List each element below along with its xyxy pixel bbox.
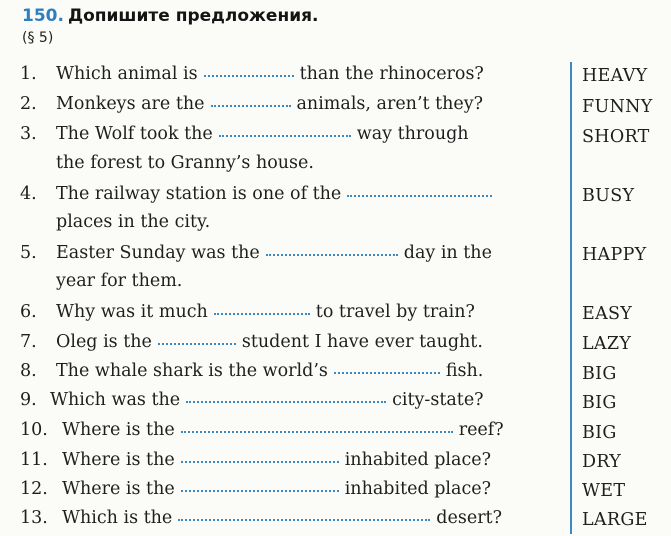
item-number: 4.: [20, 184, 37, 204]
sentence-end: animals, aren’t they?: [296, 94, 484, 114]
item-number: 8.: [20, 361, 37, 381]
item-number: 6.: [20, 302, 37, 322]
column-divider: [570, 62, 572, 534]
item-number: 13.: [20, 508, 48, 528]
sentence-line: [56, 331, 483, 353]
answer-blank[interactable]: [211, 103, 291, 107]
item-number: 10.: [20, 420, 48, 440]
base-word: HAPPY: [582, 245, 647, 265]
sentence-start: Which animal is: [56, 64, 198, 84]
item-number: 11.: [20, 450, 48, 470]
answer-blank[interactable]: [204, 73, 294, 77]
sentence-continuation: the forest to Granny’s house.: [56, 153, 314, 173]
base-word: DRY: [582, 452, 622, 472]
sentence-start: Oleg is the: [56, 332, 152, 352]
base-word: FUNNY: [582, 97, 653, 117]
sentence-line: [56, 360, 483, 382]
sentence-start: The railway station is one of the: [56, 184, 342, 204]
sentence-end: desert?: [436, 508, 502, 528]
sentence-start: Why was it much: [56, 302, 208, 322]
sentence-end: inhabited place?: [344, 450, 492, 470]
answer-blank[interactable]: [334, 370, 440, 374]
sentence-line: [56, 183, 498, 205]
base-word: LAZY: [582, 334, 632, 354]
sentence-line: [62, 449, 491, 471]
answer-blank[interactable]: [186, 399, 386, 403]
answer-blank[interactable]: [158, 341, 236, 345]
base-word: BUSY: [582, 186, 635, 206]
base-word: BIG: [582, 423, 617, 443]
exercise-header: [22, 6, 318, 46]
base-word: EASY: [582, 304, 633, 324]
answer-blank[interactable]: [266, 252, 398, 256]
base-word: LARGE: [582, 510, 648, 530]
exercise-number: 150.: [22, 6, 64, 26]
item-number: 5.: [20, 243, 37, 263]
answer-blank[interactable]: [181, 429, 453, 433]
item-number: 1.: [20, 64, 37, 84]
sentence-end: inhabited place?: [344, 479, 492, 499]
sentence-start: Where is the: [62, 450, 175, 470]
sentence-line: [56, 301, 475, 323]
sentence-line: [56, 242, 492, 264]
base-word: SHORT: [582, 127, 650, 147]
sentence-start: Where is the: [62, 420, 175, 440]
sentence-continuation: places in the city.: [56, 212, 211, 232]
sentence-continuation: year for them.: [56, 271, 183, 291]
sentence-start: The Wolf took the: [56, 124, 213, 144]
exercise-reference: (§ 5): [22, 30, 54, 46]
item-number: 9.: [20, 390, 37, 410]
answer-blank[interactable]: [178, 517, 430, 521]
sentence-end: fish.: [445, 361, 484, 381]
sentence-line: [56, 63, 484, 85]
exercise-instruction: Допишите предложения.: [67, 6, 319, 26]
sentence-line: [56, 93, 483, 115]
base-word: BIG: [582, 393, 617, 413]
sentence-line: [62, 478, 491, 500]
sentence-end: to travel by train?: [315, 302, 475, 322]
answer-blank[interactable]: [347, 193, 492, 197]
sentence-end: student I have ever taught.: [241, 332, 483, 352]
item-number: 3.: [20, 124, 37, 144]
answer-blank[interactable]: [181, 459, 339, 463]
sentence-end: reef?: [458, 420, 504, 440]
sentence-line: [50, 389, 484, 411]
sentence-start: Which is the: [62, 508, 173, 528]
sentence-start: Monkeys are the: [56, 94, 205, 114]
answer-blank[interactable]: [181, 488, 339, 492]
answer-blank[interactable]: [214, 311, 310, 315]
sentence-end: than the rhinoceros?: [299, 64, 484, 84]
sentence-end: city-state?: [392, 390, 484, 410]
item-number: 12.: [20, 479, 48, 499]
sentence-end: day in the: [403, 243, 492, 263]
sentence-start: Where is the: [62, 479, 175, 499]
base-word: HEAVY: [582, 66, 648, 86]
base-word: WET: [582, 481, 626, 501]
sentence-line: [62, 507, 502, 529]
item-number: 2.: [20, 94, 37, 114]
sentence-start: The whale shark is the world’s: [56, 361, 328, 381]
sentence-start: Which was the: [50, 390, 181, 410]
exercise-title: [22, 6, 318, 26]
sentence-end: way through: [356, 124, 469, 144]
sentence-start: Easter Sunday was the: [56, 243, 260, 263]
sentence-line: [56, 123, 469, 145]
item-number: 7.: [20, 332, 37, 352]
base-word: BIG: [582, 364, 617, 384]
sentence-line: [62, 419, 504, 441]
answer-blank[interactable]: [219, 133, 351, 137]
